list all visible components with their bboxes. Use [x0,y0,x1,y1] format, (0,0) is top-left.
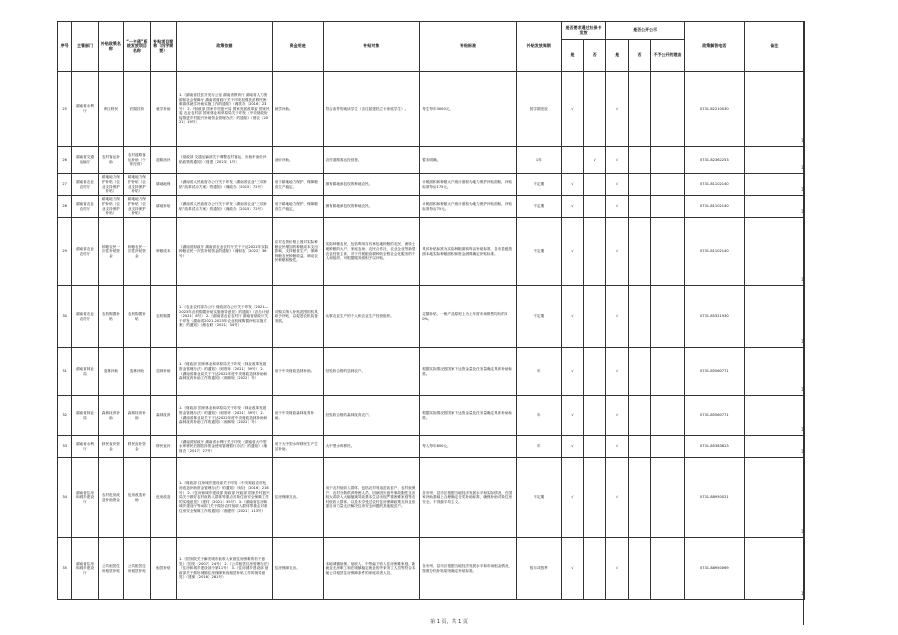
cell-target: 用于农村低收入群体，包括农村易返贫致贫户、农村低保户、农村分散供养特困人员、因病因灾意外事故刚性支出较大或收入大幅缩减导致基本生活出现严重困难家庭等农村低收入群体，以及未享受过农村住房保障政策支持且依靠自身力量无法解决住房安全问题的其他脱贫户。 [323,458,420,538]
cell-card-yes: √ [561,436,583,458]
col-card-yes: 是 [561,40,583,72]
row-marker: 1 [801,387,804,392]
cell-public-yes: √ [606,458,628,538]
cell-basis: 《湖南省人民政府办公厅关于印发〈湖南省农业“三项补贴”改革试点方案〉的通知》（湘政办〔2015〕72号） [177,174,273,196]
cell-period: 不定期 [516,196,561,218]
cell-yikatong: 农村道路客运补助（个体经营） [124,147,150,174]
cell-hotline: 0731-85321930 [684,286,744,348]
cell-remark [744,538,804,600]
cell-seq: 25 [58,72,72,147]
cell-public-no [628,458,650,538]
cell-no-need-reason [651,458,685,538]
cell-public-yes: √ [606,147,628,174]
cell-card-yes: √ [561,218,583,286]
cell-public-yes: √ [606,174,628,196]
cell-yikatong: 移民直补资金 [124,436,150,458]
cell-seq: 27 [58,174,72,196]
row-marker: 1 [801,591,804,596]
cell-policy: 种粮农民一次性补贴资金 [98,218,123,286]
cell-hotline: 0731-81102140 [684,174,744,196]
cell-policy: 农村危房改造补助资金 [98,458,123,538]
cell-hotline: 0731-85560771 [684,396,744,436]
cell-yikatong: 后期扶持 [124,72,150,147]
cell-target: 从事农业生产的个人和农业生产经营组织。 [323,286,420,348]
cell-card-yes: √ [561,538,583,600]
cell-standard: 每人每年600元。 [420,436,517,458]
cell-target: 符合条件的就读学生（含往届建档立卡家庭学生）。 [323,72,420,147]
cell-policy: 耕地地力保护补贴（农业支持保护补贴） [98,196,123,218]
subsidy-table [57,21,805,600]
cell-use: 应对农资价格上涨对实际种粮农民增加的种粮成本支出影响，支持粮食生产，保障种粮农民种粮收益，调动农民种粮积极性。 [272,218,323,286]
cell-public-yes: √ [606,196,628,218]
cell-remark [744,458,804,538]
cell-use: 住房保障支出。 [272,458,323,538]
cell-dept: 湖南省农业农村厅 [72,286,98,348]
cell-card-yes: √ [561,396,583,436]
cell-dept: 湖南省农业农村厅 [72,174,98,196]
cell-public-yes: √ [606,72,628,147]
cell-hotline: 0731-85363623 [684,436,744,458]
cell-seq: 26 [58,147,72,174]
row-marker: 1 [801,339,804,344]
cell-public-yes: √ [606,538,628,600]
table-row [58,396,805,436]
cell-dept: 湖南省住房和城乡建设厅 [72,538,98,600]
cell-use: 就学补助。 [272,72,323,147]
cell-standard: 计税面积和种粮大户统计面积为地力保护补贴面积，补贴标准每亩175元。 [420,174,517,196]
cell-basis: 《湖南省财政厅 湖南省水利厅关于印发〈湖南省大中型水库移民后期扶持资金使用管理暂行办法〉的通知》（湘财农〔2017〕27号） [177,436,273,458]
cell-basis: 1.《国务院关于解决城市低收入家庭住房困难的若干意见》（国发〔2007〕24号） 2.《公共租赁住房管理办法》（住房和城乡建设部令第11号） 3.《住房城乡建设部 财政部关于做好城镇住房保障家庭租赁补贴工作的指导意见》（建保〔2016〕281号） [177,538,273,600]
cell-basis: 1.《财政部 住房城乡建设部关于印发〈中央财政农村危房改造补助资金管理办法〉的通知》（财社〔2016〕216号） 2.《住房和城乡建设部 财政部 民政部 国家乡村振兴局关于做好农村低收入群体等重点对象住房安全保障工作的实施意见》（建村〔2021〕35号） 3.《湖南省住房和城乡建设厅等4部门关于做好农村低收入群体等重点对象住房安全保障工作的通知》（湘建村〔2021〕113号） [177,458,273,538]
cell-dept: 湖南省农业农村厅 [72,196,98,218]
cell-item: 农机购置 [150,286,176,348]
cell-target: 经验收合格的森林抚育农户。 [323,396,420,436]
cell-target: 实际种粮农民，包括利用自有承包地种粮的农民、流转土地种粮的大户、家庭农场、农民合作社、农业企业等新型农业经营主体，对于开展粮食耕种收全程社会化服务的个人和组织，可根据服务面积予以补贴。 [323,218,420,286]
col-public-no: 否 [628,40,650,72]
cell-item: 道路油补 [150,147,176,174]
cell-use: 用于中央财政森林抚育补助。 [272,396,323,436]
cell-public-yes: √ [606,396,628,436]
cell-hotline: 0731-81102140 [684,196,744,218]
cell-item: 森林抚育 [150,396,176,436]
cell-use: 对购买纳入补贴范围的机具给予补贴，以促进农机装备发展。 [272,286,323,348]
cell-period: 年 [516,396,561,436]
cell-card-no [584,538,606,600]
cell-hotline: 0731-82210030 [684,72,744,147]
col-target: 补贴对象 [323,22,420,72]
cell-dept: 湖南省水利厅 [72,436,98,458]
cell-card-yes: √ [561,348,583,396]
cell-period: 按学期发放 [516,72,561,147]
cell-yikatong: 森林抚育补助 [124,396,150,436]
cell-public-no [628,286,650,348]
cell-public-no [628,174,650,196]
cell-remark [744,348,804,396]
cell-card-no [584,72,606,147]
cell-public-no [628,147,650,174]
table-row [58,348,805,396]
cell-period: 不定期 [516,286,561,348]
cell-public-yes: √ [606,286,628,348]
cell-policy: 农村客运补助 [98,147,123,174]
cell-item: 危房改造 [150,458,176,538]
cell-standard: 每生每年3000元。 [420,72,517,147]
cell-remark [744,174,804,196]
cell-card-no [584,218,606,286]
cell-item: 耕地补贴 [150,196,176,218]
table-row [58,147,805,174]
cell-remark [744,72,804,147]
cell-policy: 造林补助 [98,348,123,396]
table-row [58,218,805,286]
cell-policy: 移民直补资金 [98,436,123,458]
cell-standard: 计税面积和种粮大户统计面积为地力保护补贴面积，补贴标准每亩75元。 [420,196,517,218]
col-policy-name: 补贴政策名称 [98,22,123,72]
cell-seq: 32 [58,396,72,436]
cell-seq: 35 [58,538,72,600]
cell-dept: 湖南省交通运输厅 [72,147,98,174]
row-marker: 1 [801,138,804,143]
cell-card-no [584,436,606,458]
cell-yikatong: 种粮农民一次性补贴资金 [124,218,150,286]
cell-public-no [628,72,650,147]
cell-period: 按月或按季 [516,538,561,600]
cell-yikatong: 耕地地力保护补贴（农业支持保护补贴） [124,196,150,218]
cell-target: 拥有耕地承包权的种地农民。 [323,174,420,196]
cell-target: 大中型水库移民。 [323,436,420,458]
cell-standard: 具体补贴标准为实际种粮面积每亩补贴标准，各市县级按照本地实际种粮面积和资金测算确定补贴标准。 [420,218,517,286]
cell-hotline: 0731-88950021 [684,458,744,538]
cell-no-need-reason [651,218,685,286]
cell-basis: 1.《财政部 国家林业和草原局关于印发〈林业改革发展资金管理办法〉的通知》（财资环〔2021〕39号） 2.《湖南省林业局关于下达2022年度中央财政造林补助和森林抚育补助工作的通知》（湘林规〔2022〕号） [177,348,273,396]
cell-hotline: 0731-88950069 [684,538,744,600]
table-row [58,286,805,348]
cell-card-yes: √ [561,72,583,147]
cell-card-yes: √ [561,174,583,196]
row-marker: 1 [801,427,804,432]
cell-item: 移民直补 [150,436,176,458]
cell-policy: 农机购置补贴 [98,286,123,348]
row-marker: 1 [801,529,804,534]
cell-no-need-reason [651,72,685,147]
col-no-need-reason: 不予公开的理由 [651,40,685,72]
cell-standard: 暂未明确。 [420,147,517,174]
cell-item: 租赁补贴 [150,538,176,600]
cell-public-no [628,538,650,600]
cell-dept: 湖南省农业农村厅 [72,218,98,286]
cell-basis: 1.《农业农村部办公厅 财政部办公厅关于印发〈2021—2023年农机购置补贴实施指导意见〉的通知》（农办计财〔2021〕8号） 2.《湖南省农业农村厅 湖南省财政厅关于印发〈湖南省2021-2023年农业机械购置补贴实施方案〉的通知》（湘农联〔2021〕34号） [177,286,273,348]
cell-remark [744,196,804,218]
col-yikatong: “一卡通”系统发放项目名称 [124,22,150,72]
cell-yikatong: 公共租赁住房租赁补贴 [124,538,150,600]
cell-target: 经验收合格的造林农户。 [323,348,420,396]
cell-period: 年 [516,348,561,396]
cell-remark [744,147,804,174]
cell-no-need-reason [651,286,685,348]
cell-public-yes: √ [606,218,628,286]
cell-use: 用于中央财政造林补助。 [272,348,323,396]
col-period: 补贴发放周期 [516,22,561,72]
col-dept: 主管部门 [72,22,98,72]
cell-seq: 31 [58,348,72,396]
row-marker: 1 [801,209,804,214]
cell-card-no: √ [584,147,606,174]
col-public: 是否公开公示 [606,22,684,40]
row-marker: 1 [801,277,804,282]
cell-public-no [628,396,650,436]
cell-remark [744,436,804,458]
cell-item: 种粮成本 [150,218,176,286]
table-row [58,458,805,538]
col-card-no: 否 [584,40,606,72]
cell-dept: 湖南省林业局 [72,348,98,396]
cell-hotline: 0731-82362253 [684,147,744,174]
table-row [58,538,805,600]
cell-period: 不定期 [516,174,561,196]
cell-use: 用于耕地地力保护、保障粮食生产稳定。 [272,196,323,218]
col-public-yes: 是 [606,40,628,72]
table-row [58,196,805,218]
row-marker: 1 [801,449,804,454]
cell-basis: 1.《财政部 国家林业和草原局关于印发〈林业改革发展资金管理办法〉的通知》（财资环〔2021〕39号） 2.《湖南省林业局关于下达2022年度中央财政造林补助和森林抚育补助工作的通知》（湘林规〔2022〕号） [177,396,273,436]
cell-card-no [584,458,606,538]
cell-remark [744,218,804,286]
cell-period: 不定期 [516,458,561,538]
cell-seq: 28 [58,196,72,218]
cell-yikatong: 造林补助 [124,348,150,396]
col-standard: 补贴标准 [420,22,517,72]
cell-no-need-reason [651,147,685,174]
cell-target: 本地城镇低保、低收入、中等偏下收入住房困难家庭，新就业无房职工和在城镇稳定就业的外来务工人员等符合本地公共租赁住房保障条件的家庭或者人员。 [323,538,420,600]
cell-standard: 定额补贴，一般产品原则上为上年度市场销售均价的30%。 [420,286,517,348]
cell-target: 农村道路客运经营者。 [323,147,420,174]
cell-seq: 33 [58,436,72,458]
row-marker: 1 [801,187,804,192]
cell-use: 住房保障支出。 [272,538,323,600]
cell-public-yes: √ [606,436,628,458]
col-item-name: 补贴项目简称（四字简要） [150,22,176,72]
cell-item: 耕地地保 [150,174,176,196]
row-marker: 1 [801,165,804,170]
cell-policy: 库区移民 [98,72,123,147]
cell-basis: 《湖南省人民政府办公厅关于印发〈湖南省农业“三项补贴”改革试点方案〉的通知》（湘政办〔2015〕72号） [177,196,273,218]
cell-hotline: 0731-85560771 [684,348,744,396]
cell-seq: 29 [58,218,72,286]
cell-public-no [628,348,650,396]
cell-period: 1年 [516,147,561,174]
cell-card-yes [561,147,583,174]
cell-card-no [584,196,606,218]
cell-hotline: 0731-81102140 [684,218,744,286]
cell-seq: 30 [58,286,72,348]
cell-item: 造林补助 [150,348,176,396]
cell-period: 年 [516,436,561,458]
cell-card-no [584,286,606,348]
cell-use: 油价补助。 [272,147,323,174]
cell-dept: 湖南省住房和城乡建设厅 [72,458,98,538]
cell-no-need-reason [651,538,685,600]
cell-public-no [628,218,650,286]
cell-card-no [584,396,606,436]
table-row [58,174,805,196]
cell-public-no [628,196,650,218]
cell-no-need-reason [651,436,685,458]
cell-card-yes: √ [561,458,583,538]
cell-standard: 各市州、县市区根据当地经济发展水平和实际情况，在国家补助基础上合理确定分类补助标准，确保补助对象住房安全，不得搞平均主义。 [420,458,517,538]
table-row [58,72,805,147]
cell-card-yes: √ [561,286,583,348]
cell-basis: 《湖南省财政厅 湖南省农业农村厅关于下达2022年实际种粮农民一次性补贴资金的通知》（湘财农〔2022〕36号） [177,218,273,286]
cell-policy: 耕地地力保护补贴（农业支持保护补贴） [98,174,123,196]
cell-standard: 各市州、县市区根据当地经济发展水平和市场租金情况，按照分档补贴原则确定补贴标准。 [420,538,517,600]
cell-no-need-reason [651,196,685,218]
cell-standard: 根据实际情况按国家下达资金量及任务量确定具体补助标准。 [420,396,517,436]
cell-yikatong: 危房改造补助 [124,458,150,538]
col-use: 资金用途 [272,22,323,72]
cell-card-yes: √ [561,196,583,218]
col-remark: 备注 [744,22,804,72]
page-footer: 第 1 页，共 1 页 [430,619,468,625]
cell-no-need-reason [651,348,685,396]
cell-yikatong: 农机购置补贴 [124,286,150,348]
cell-card-no [584,174,606,196]
cell-no-need-reason [651,174,685,196]
cell-yikatong: 耕地地力保护补贴（农业支持保护补贴） [124,174,150,196]
cell-item: 就学补助 [150,72,176,147]
cell-remark [744,396,804,436]
cell-dept: 湖南省林业局 [72,396,98,436]
col-hotline: 政策解答电话 [684,22,744,72]
col-need-card: 是否要求通过社保卡发放 [561,22,606,40]
cell-public-yes: √ [606,348,628,396]
col-basis: 政策依据 [177,22,273,72]
cell-use: 用于大中型水库移民生产生活补助。 [272,436,323,458]
cell-policy: 公共租赁住房租赁补贴 [98,538,123,600]
cell-dept: 湖南省水利厅 [72,72,98,147]
table-row [58,436,805,458]
cell-public-no [628,436,650,458]
cell-target: 拥有耕地承包权的种地农民。 [323,196,420,218]
cell-basis: 1.《湖南省扶贫开发办公室 湖南省教育厅 湖南省人力资源和社会保障厅 湖南省财政厅关于印发加强扶贫移民困难群体就学补助实施工作的通知》（湘扶办〔2016〕23号） 2.《财政部 国家乡村振兴局 国家发展改革委 国家民委 农业农村部 国家林业和草原局关于印发〈中央财政衔接推进乡村振兴补助资金管理办法〉的通知》（财农〔2021〕19号） [177,72,273,147]
cell-seq: 34 [58,458,72,538]
cell-use: 用于耕地地力保护、保障粮食生产稳定。 [272,174,323,196]
cell-no-need-reason [651,396,685,436]
cell-policy: 森林抚育补助 [98,396,123,436]
cell-remark [744,286,804,348]
cell-period: 不定期 [516,218,561,286]
cell-basis: 《财政部 交通运输部关于调整农村客运、出租车油价补贴政策的通知》（财建〔2023〕1号） [177,147,273,174]
col-seq: 序号 [58,22,72,72]
cell-standard: 根据实际情况按国家下达资金量及任务量确定具体补助标准。 [420,348,517,396]
cell-card-no [584,348,606,396]
